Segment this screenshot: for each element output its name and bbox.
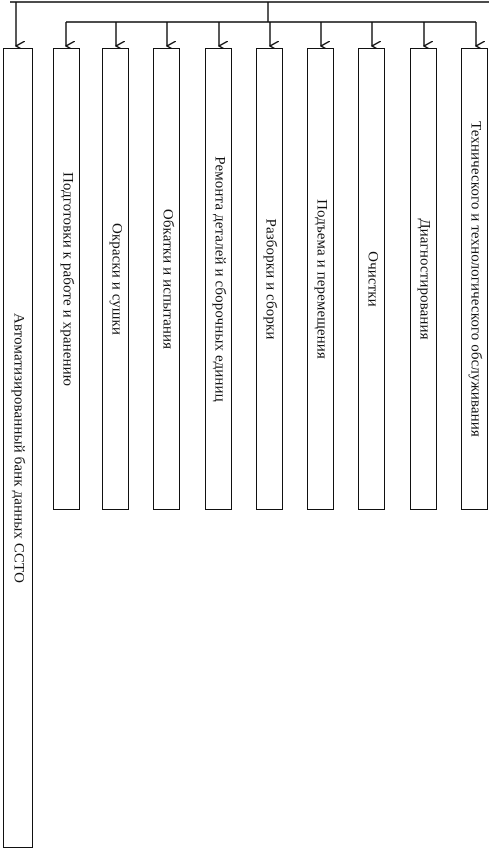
data-bank-box (3, 48, 33, 848)
branch-label: Подъема и перемещения (313, 199, 329, 359)
branch-label: Диагностирования (416, 218, 432, 340)
branch-label: Обкатки и испытания (159, 208, 175, 350)
branch-box (256, 48, 283, 510)
branch-box (53, 48, 80, 510)
branch-box (307, 48, 334, 510)
branch-label: Подготовки к работе и хранению (59, 171, 75, 387)
branch-label: Очистки (364, 251, 380, 307)
branch-label: Технического и технологического обслуживания (467, 121, 483, 437)
branch-box (102, 48, 129, 510)
branch-box (461, 48, 488, 510)
branch-box (153, 48, 180, 510)
branch-label: Ремонта деталей и сборочных единиц (211, 156, 227, 402)
branch-label: Окраски и сушки (108, 222, 124, 336)
branch-box (410, 48, 437, 510)
branch-box (205, 48, 232, 510)
branch-box (358, 48, 385, 510)
data-bank-label: Автоматизированный банк данных ССТО (10, 312, 27, 584)
branch-label: Разборки и сборки (262, 218, 278, 340)
